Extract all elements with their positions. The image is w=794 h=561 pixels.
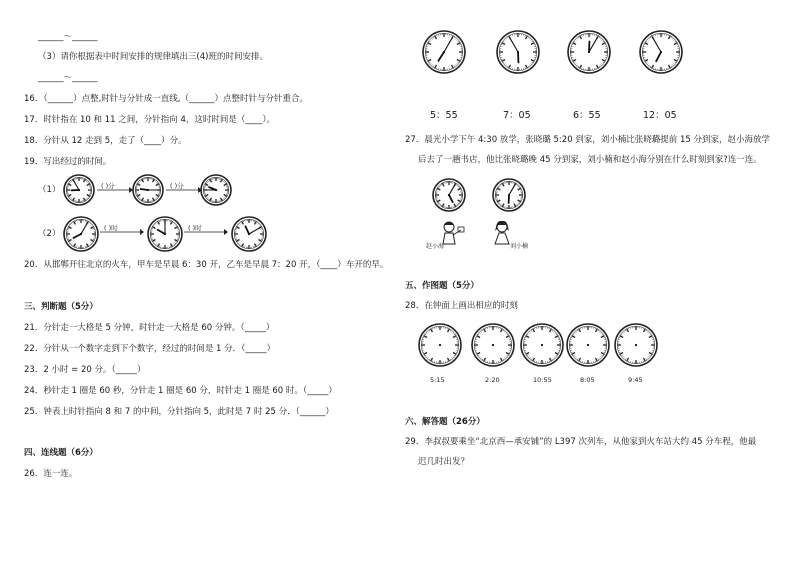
clock-center — [439, 344, 441, 346]
match-time-3: 6：55 — [573, 110, 601, 121]
question-26: 26．连一连。 — [24, 469, 78, 479]
q19-row1-arrow1-label: ( )分 — [101, 182, 115, 190]
q27-clock-2 — [491, 177, 527, 213]
draw-clock-4[interactable] — [565, 322, 611, 368]
question-22: 22．分针从一个数字走到下个数字，经过的时间是 1 分．（_____） — [24, 344, 276, 354]
arrow-icon — [100, 228, 144, 236]
draw-time-5: 9:45 — [628, 376, 643, 384]
time-range-blank-1[interactable]: ______～______ — [38, 32, 98, 42]
question-16: 16．（______）点整,时针与分针成一直线,（______）点整时针与分针重合。 — [24, 94, 308, 104]
clock-center — [448, 194, 450, 196]
clock-center — [443, 51, 445, 53]
match-clock-3 — [566, 29, 612, 75]
clock-center — [588, 51, 590, 53]
name-zhao-xiaohai: 赵小海 — [426, 243, 445, 250]
q19-row2-clock-2 — [146, 215, 184, 253]
q19-row1-clock-1 — [62, 173, 96, 207]
clock-center — [517, 51, 519, 53]
section-4-heading: 四、连线题（6分） — [24, 448, 98, 458]
q19-row1-clock-2 — [131, 173, 165, 207]
name-liu-xiaonan: 刘小楠 — [510, 243, 529, 250]
time-range-blank-2[interactable]: ______～______ — [38, 73, 98, 83]
match-time-1: 5：55 — [430, 110, 458, 121]
q19-row2-arrow1-label: ( )时 — [104, 224, 118, 232]
question-27-line-2: 后去了一趟书店，他比张晓璐晚 45 分到家，刘小楠和赵小海分别在什么时刻到家?连一连。 — [418, 155, 762, 165]
match-clock-4 — [638, 29, 684, 75]
clock-center — [660, 51, 662, 53]
q19-row1-clock-3 — [199, 173, 233, 207]
question-3-text: （3）请你根据表中时间安排的规律填出三(4)班的时间安排。 — [38, 52, 268, 62]
q19-row2-clock-3 — [230, 215, 268, 253]
clock-center — [508, 194, 510, 196]
draw-time-3: 10:55 — [533, 376, 552, 384]
question-20: 20．从邯郸开往北京的火车，甲车是早晨 6：30 开，乙车是早晨 7：20 开，（____）车开的早。 — [24, 260, 389, 270]
question-21: 21．分针走一大格是 5 分钟，时针走一大格是 60 分钟。（_____） — [24, 323, 275, 333]
question-27-line-1: 27．晨光小学下午 4:30 放学，张晓璐 5:20 到家，刘小楠比张晓璐提前 15 分到家，赵小海放学 — [405, 135, 771, 145]
question-28: 28．在钟面上画出相应的时刻 — [405, 301, 518, 311]
q19-row1-arrow2-label: ( )分 — [170, 182, 184, 190]
q19-row1-label: （1） — [38, 185, 61, 195]
section-6-heading: 六、解答题（26分） — [405, 417, 485, 427]
question-18: 18．分针从 12 走到 5，走了（____）分。 — [24, 136, 187, 146]
draw-time-2: 2:20 — [485, 376, 500, 384]
draw-clock-5[interactable] — [613, 322, 659, 368]
question-24: 24．秒针走 1 圈是 60 秒，分针走 1 圈是 60 分，时针走 1 圈是 60 时。（_____） — [24, 386, 337, 396]
match-time-4: 12：05 — [643, 110, 677, 121]
q27-clock-1 — [431, 177, 467, 213]
section-5-heading: 五、作图题（5分） — [405, 281, 479, 291]
match-clock-2 — [495, 29, 541, 75]
clock-center — [147, 189, 149, 191]
match-time-2: 7：05 — [503, 110, 531, 121]
clock-center — [541, 344, 543, 346]
clock-center — [215, 189, 217, 191]
hour-hand — [141, 189, 148, 190]
q19-row2-arrow2-label: ( )时 — [188, 224, 202, 232]
clock-center — [492, 344, 494, 346]
draw-clock-3[interactable] — [519, 322, 565, 368]
q19-row2-clock-1 — [62, 215, 100, 253]
clock-center — [164, 233, 166, 235]
question-23: 23．2 小时 = 20 分。（_____） — [24, 365, 146, 375]
arrow-icon — [184, 228, 228, 236]
clock-center — [635, 344, 637, 346]
question-25: 25．钟表上时针指向 8 和 7 的中间，分针指向 5，此时是 7 时 25 分．（______） — [24, 407, 334, 417]
clock-center — [78, 189, 80, 191]
draw-clock-1[interactable] — [417, 322, 463, 368]
q19-row2-label: （2） — [38, 229, 61, 239]
question-17: 17．时针指在 10 和 11 之间，分针指向 4，这时时间是（____）。 — [24, 115, 276, 125]
section-3-heading: 三、判断题（5分） — [24, 302, 98, 312]
draw-time-1: 5:15 — [430, 376, 445, 384]
clock-center — [248, 233, 250, 235]
match-clock-1 — [421, 29, 467, 75]
draw-clock-2[interactable] — [470, 322, 516, 368]
question-29-line-1: 29．李叔叔要乘坐“北京西—承安铺”的 L397 次列车，从他家到火车站大约 45 分车程，他最 — [405, 437, 757, 447]
draw-time-4: 8:05 — [580, 376, 595, 384]
arrow-icon — [166, 186, 202, 194]
question-19: 19．写出经过的时间。 — [24, 157, 112, 167]
arrow-icon — [97, 186, 133, 194]
clock-center — [80, 233, 82, 235]
clock-center — [587, 344, 589, 346]
question-29-line-2: 迟几时出发？ — [418, 457, 470, 467]
